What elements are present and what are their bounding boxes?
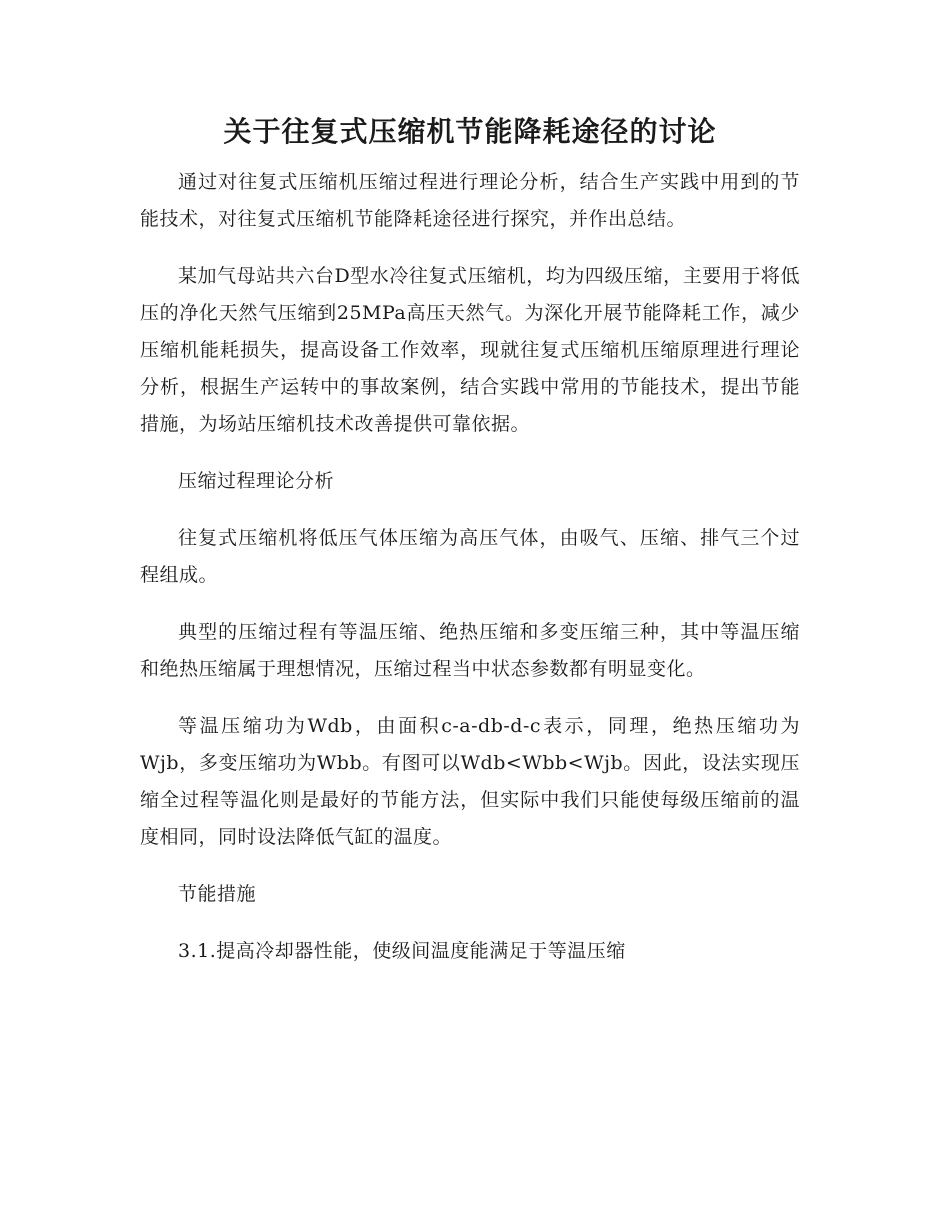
paragraph-process: 往复式压缩机将低压气体压缩为高压气体，由吸气、压缩、排气三个过程组成。 [140, 527, 800, 586]
paragraph-types: 典型的压缩过程有等温压缩、绝热压缩和多变压缩三种，其中等温压缩和绝热压缩属于理想情况，压缩过程当中状态参数都有明显变化。 [140, 621, 800, 680]
paragraph-background: 某加气母站共六台D型水冷往复式压缩机，均为四级压缩，主要用于将低压的净化天然气压缩到25MPa高压天然气。为深化开展节能降耗工作，减少压缩机能耗损失，提高设备工作效率，现就往复式压缩机压缩原理进行理论分析，根据生产运转中的事故案例，结合实践中常用的节能技术，提出节能措施，为场站压缩机技术改善提供可靠依据。 [140, 265, 800, 435]
section-heading-measures: 节能措施 [178, 883, 257, 905]
paragraph-work: 等温压缩功为Wdb，由面积c-a-db-d-c表示，同理，绝热压缩功为Wjb，多变压缩功为Wbb。有图可以Wdb<Wbb<Wjb。因此，设法实现压缩全过程等温化则是最好的节能方法，但实际中我们只能使每级压缩前的温度相同，同时设法降低气缸的温度。 [140, 715, 800, 848]
subsection-heading-cooler: 3.1.提高冷却器性能，使级间温度能满足于等温压缩 [178, 940, 626, 962]
paragraph-intro: 通过对往复式压缩机压缩过程进行理论分析，结合生产实践中用到的节能技术，对往复式压缩机节能降耗途径进行探究，并作出总结。 [140, 171, 800, 230]
document-title: 关于往复式压缩机节能降耗途径的讨论 [223, 115, 717, 148]
section-heading-theory: 压缩过程理论分析 [178, 470, 335, 492]
